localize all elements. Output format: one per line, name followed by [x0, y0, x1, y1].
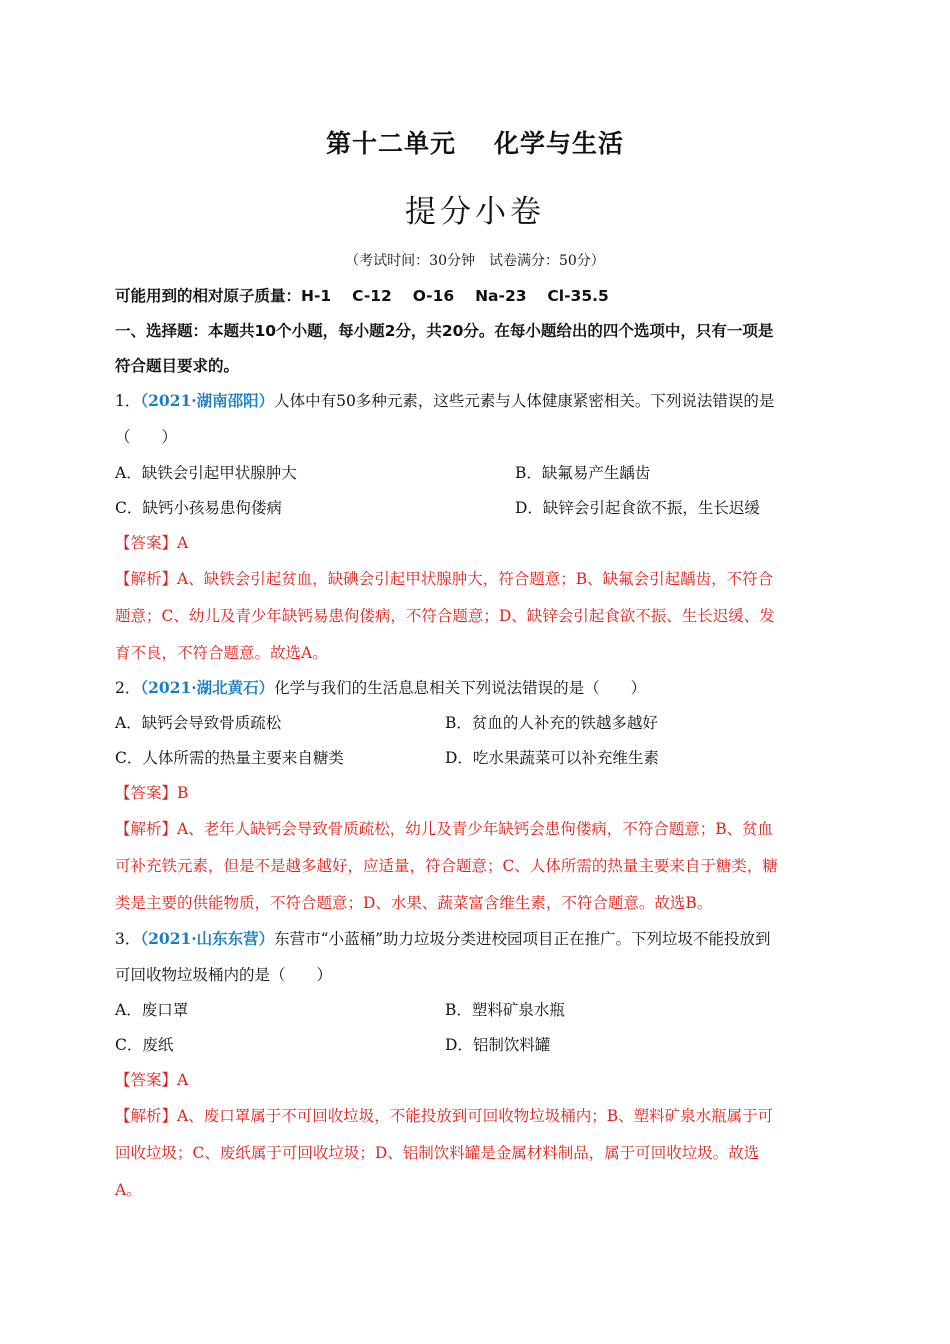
question-1-blank: （ ）	[115, 428, 178, 446]
question-2-option-d: D．吃水果蔬菜可以补充维生素	[445, 749, 659, 767]
question-3-option-b: B．塑料矿泉水瓶	[445, 1001, 565, 1019]
section-instructions-line-2: 符合题目要求的。	[115, 357, 240, 375]
question-1-option-b: B．缺氟易产生龋齿	[515, 464, 651, 482]
exam-info: （考试时间：30分钟 试卷满分：50分）	[345, 253, 605, 269]
question-source: （2021·湖北黄石）	[140, 678, 275, 697]
question-3-option-d: D．铝制饮料罐	[445, 1036, 551, 1054]
question-number: 3．	[115, 930, 141, 948]
question-1-option-d: D．缺锌会引起食欲不振，生长迟缓	[515, 499, 760, 517]
question-number: 1．	[115, 392, 141, 410]
question-3-answer: 【答案】A	[115, 1071, 189, 1089]
question-2-option-c: C．人体所需的热量主要来自糖类	[115, 749, 344, 767]
question-1-analysis-line-3: 育不良，不符合题意。故选A。	[115, 644, 328, 662]
question-3-option-a: A．废口罩	[115, 1001, 189, 1019]
question-source: （2021·山东东营）	[140, 929, 275, 948]
question-1-analysis-line-1: 【解析】A、缺铁会引起贫血，缺碘会引起甲状腺肿大，符合题意；B、缺氟会引起龋齿，不符合	[115, 570, 774, 588]
atomic-masses: 可能用到的相对原子质量：H-1 C-12 O-16 Na-23 Cl-35.5	[115, 287, 609, 305]
question-3-stem-line-2: 可回收物垃圾桶内的是（ ）	[115, 966, 333, 984]
question-3-analysis-line-1: 【解析】A、废口罩属于不可回收垃圾，不能投放到可回收物垃圾桶内；B、塑料矿泉水瓶属于可	[115, 1107, 774, 1125]
question-2-option-a: A．缺钙会导致骨质疏松	[115, 714, 282, 732]
question-source: （2021·湖南邵阳）	[140, 391, 275, 410]
question-2-answer: 【答案】B	[115, 784, 189, 802]
question-2-option-b: B．贫血的人补充的铁越多越好	[445, 714, 658, 732]
question-3-analysis-line-3: A。	[115, 1181, 142, 1199]
question-text: 化学与我们的生活息息相关下列说法错误的是（ ）	[274, 679, 647, 697]
unit-title-topic: 化学与生活	[494, 129, 625, 158]
question-text: 东营市“小蓝桶”助力垃圾分类进校园项目正在推广。下列垃圾不能投放到	[274, 930, 771, 948]
section-instructions-line-1: 一、选择题：本题共10个小题，每小题2分，共20分。在每小题给出的四个选项中，只有一项是	[115, 322, 774, 340]
question-1-option-c: C．缺钙小孩易患佝偻病	[115, 499, 282, 517]
question-1-analysis-line-2: 题意；C、幼儿及青少年缺钙易患佝偻病，不符合题意；D、缺锌会引起食欲不振、生长迟缓、发	[115, 607, 775, 625]
question-3-stem	[115, 928, 835, 950]
question-1-answer: 【答案】A	[115, 534, 189, 552]
question-2-analysis-line-1: 【解析】A、老年人缺钙会导致骨质疏松，幼儿及青少年缺钙会患佝偻病，不符合题意；B、贫血	[115, 820, 774, 838]
unit-title	[0, 124, 950, 160]
question-3-option-c: C．废纸	[115, 1036, 174, 1054]
question-2-analysis-line-3: 类是主要的供能物质，不符合题意；D、水果、蔬菜富含维生素，不符合题意。故选B。	[115, 894, 713, 912]
question-2-stem	[115, 677, 835, 699]
question-1-stem	[115, 390, 835, 412]
question-1-option-a: A．缺铁会引起甲状腺肿大	[115, 464, 297, 482]
quiz-subtitle: 提分小卷	[405, 194, 545, 230]
question-number: 2．	[115, 679, 141, 697]
question-3-analysis-line-2: 回收垃圾；C、废纸属于可回收垃圾；D、铝制饮料罐是金属材料制品，属于可回收垃圾。故选	[115, 1144, 760, 1162]
question-2-analysis-line-2: 可补充铁元素，但是不是越多越好，应适量，符合题意；C、人体所需的热量主要来自于糖类，糖	[115, 857, 778, 875]
question-text: 人体中有50多种元素，这些元素与人体健康紧密相关。下列说法错误的是	[274, 392, 775, 410]
unit-title-number: 第十二单元	[325, 129, 456, 158]
